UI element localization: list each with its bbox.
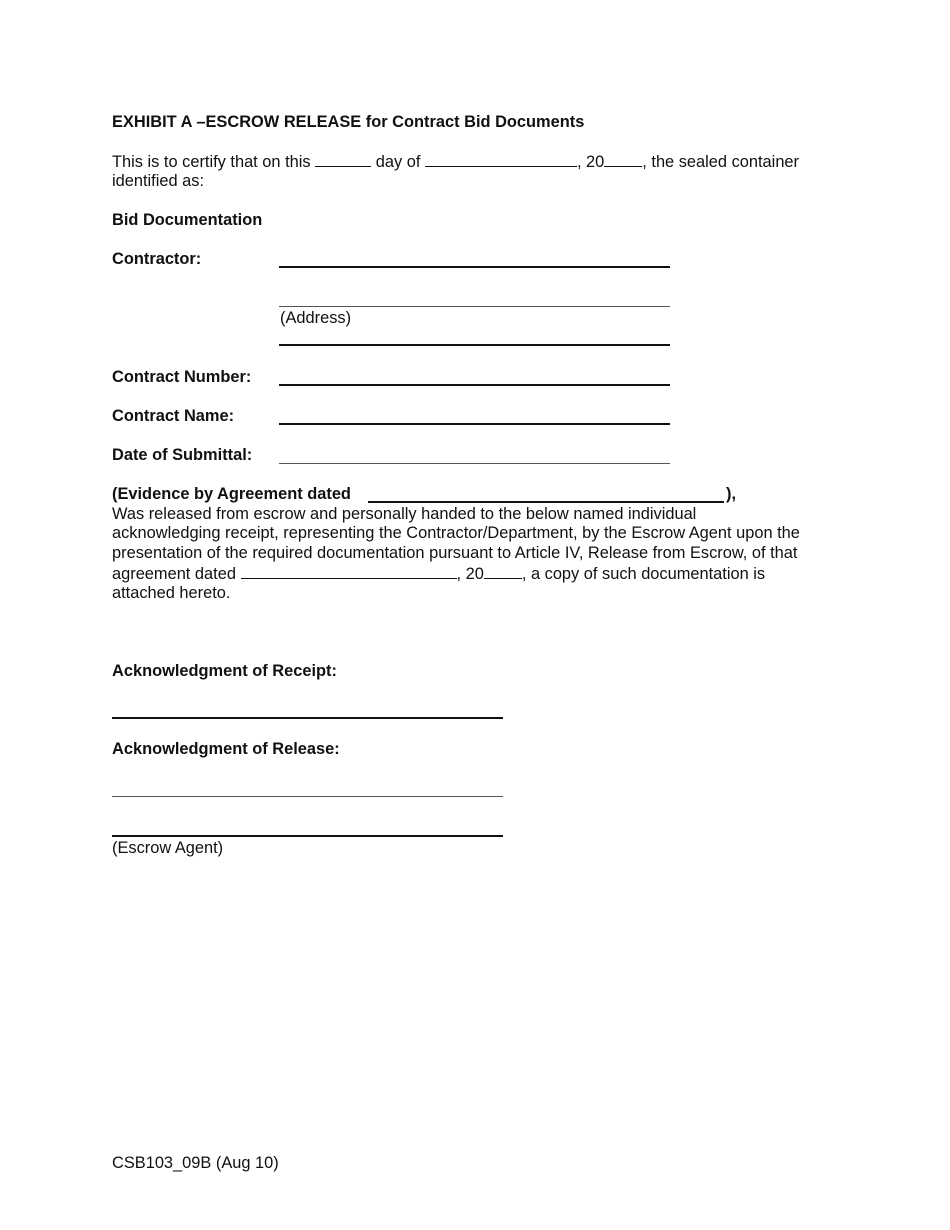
contract-name-label: Contract Name:	[112, 407, 235, 425]
contract-number-field-line[interactable]	[279, 384, 670, 386]
escrow-agent-signature-line[interactable]	[112, 835, 503, 837]
month-blank[interactable]	[425, 152, 577, 167]
evidence-date-field-line[interactable]	[368, 501, 724, 503]
contractor-field-line[interactable]	[279, 266, 670, 268]
certify-line	[112, 152, 799, 172]
agreement-dated-text: agreement dated	[112, 565, 236, 583]
agreement-copy-text: , a copy of such documentation is	[521, 565, 766, 583]
address-field-line-2[interactable]	[279, 344, 670, 346]
date-of-submittal-field-line[interactable]	[279, 463, 670, 464]
acknowledgment-release-label: Acknowledgment of Release:	[112, 740, 340, 758]
agreement-year-blank[interactable]	[484, 564, 522, 579]
release-paragraph-line-4	[112, 564, 765, 584]
evidence-close: ),	[726, 485, 737, 503]
agreement-year-prefix: , 20	[456, 565, 484, 583]
release-paragraph-line-3: presentation of the required documentation pursuant to Article IV, Release from Escrow, of that	[112, 544, 798, 562]
certify-text-1: This is to certify that on this	[112, 153, 311, 171]
evidence-label: (Evidence by Agreement dated	[112, 485, 351, 503]
year-blank[interactable]	[604, 152, 642, 167]
acknowledgment-receipt-label: Acknowledgment of Receipt:	[112, 662, 337, 680]
day-blank[interactable]	[315, 152, 371, 167]
certify-text-4: , the sealed container	[642, 153, 800, 171]
date-of-submittal-label: Date of Submittal:	[112, 446, 253, 464]
contractor-label: Contractor:	[112, 250, 202, 268]
release-paragraph-line-1: Was released from escrow and personally handed to the below named individual	[112, 505, 697, 523]
footer-form-code: CSB103_09B (Aug 10)	[112, 1154, 279, 1172]
receipt-signature-line[interactable]	[112, 717, 503, 719]
certify-text-3: , 20	[576, 153, 605, 171]
certify-text-2: day of	[375, 153, 421, 171]
escrow-agent-label: (Escrow Agent)	[112, 839, 224, 857]
address-label: (Address)	[280, 309, 352, 327]
release-paragraph-line-5: attached hereto.	[112, 584, 231, 602]
release-paragraph-line-2: acknowledging receipt, representing the Contractor/Department, by the Escrow Agent upon the	[112, 524, 800, 542]
bid-documentation-heading: Bid Documentation	[112, 211, 263, 229]
contract-number-label: Contract Number:	[112, 368, 252, 386]
contract-name-field-line[interactable]	[279, 423, 670, 425]
address-field-line-1[interactable]	[279, 306, 670, 307]
release-signature-line[interactable]	[112, 796, 503, 797]
certify-text-5: identified as:	[112, 172, 205, 190]
document-title: EXHIBIT A –ESCROW RELEASE for Contract Bid Documents	[112, 113, 585, 131]
agreement-date-blank[interactable]	[241, 564, 457, 579]
